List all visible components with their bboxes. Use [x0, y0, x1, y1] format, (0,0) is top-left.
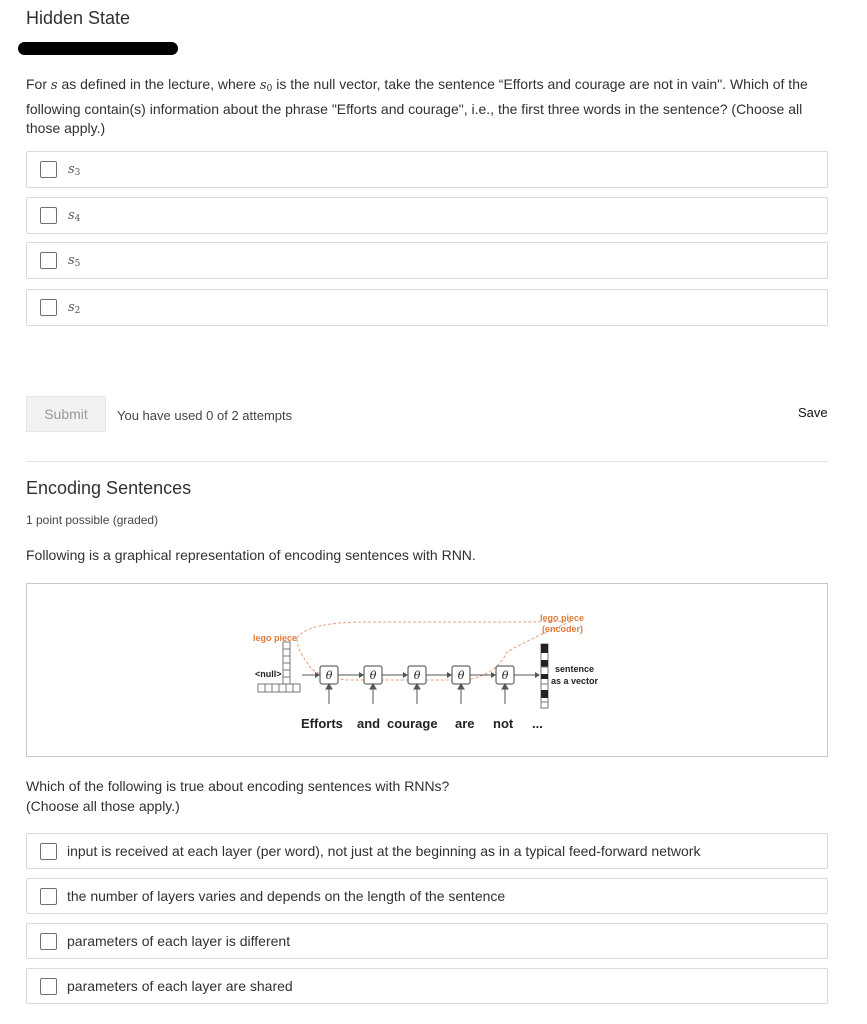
word-not: not — [493, 716, 514, 731]
checkbox[interactable] — [40, 843, 57, 860]
option-input-each-layer[interactable] — [26, 833, 828, 869]
null-vector-bar-horizontal — [258, 684, 300, 692]
points-possible: 1 point possible (graded) — [26, 513, 159, 527]
word-courage: courage — [387, 716, 438, 731]
option-label: input is received at each layer (per word), not just at the beginning as in a typical feed-forward network — [67, 843, 701, 859]
option-label: $s_3$ — [68, 161, 81, 178]
option-params-different[interactable] — [26, 923, 828, 959]
option-s4[interactable] — [26, 197, 828, 234]
option-label: $s_4$ — [68, 207, 81, 224]
rnn-encoding-figure — [26, 583, 828, 757]
theta-cell-1 — [320, 666, 338, 684]
math-s: s — [50, 78, 58, 93]
null-label: <null> — [255, 669, 282, 679]
svg-text:θ: θ — [413, 669, 421, 682]
figure-description: Following is a graphical representation of encoding sentences with RNN. — [26, 547, 476, 563]
sentence-label-1: sentence — [555, 664, 595, 674]
option-s5[interactable] — [26, 242, 828, 279]
question-encoding: Which of the following is true about encoding sentences with RNNs? (Choose all those apply.) — [26, 778, 450, 814]
svg-text:θ: θ — [501, 669, 509, 682]
option-label: $s_2$ — [68, 299, 81, 316]
math-s0: $s_0$ — [259, 78, 273, 94]
attempts-status: You have used 0 of 2 attempts — [117, 408, 293, 423]
word-and: and — [357, 716, 381, 731]
svg-text:θ: θ — [325, 669, 333, 682]
checkbox[interactable] — [40, 252, 57, 269]
option-label: the number of layers varies and depends on the length of the sentence — [67, 888, 506, 904]
checkbox[interactable] — [40, 161, 57, 178]
section-title-hidden-state: Hidden State — [26, 8, 131, 28]
question-prompt: For s as defined in the lecture, where $s_0$ is the null vector, take the sentence “Efforts and courage are not in vain". Which of the following contain(s) information about the phrase "Efforts and courage", i.e., the first three words in the sentence? (Choose all those apply.) — [26, 76, 808, 136]
option-label: parameters of each layer are shared — [67, 978, 293, 994]
theta-cell-4 — [452, 666, 470, 684]
submit-button[interactable]: Submit — [26, 396, 106, 432]
option-layers-vary[interactable] — [26, 878, 828, 914]
checkbox[interactable] — [40, 978, 57, 995]
theta-cell-3 — [408, 666, 426, 684]
svg-text:θ: θ — [369, 669, 377, 682]
lego-piece-encoder-label-2: (encoder) — [542, 624, 584, 634]
checkbox[interactable] — [40, 207, 57, 224]
checkbox[interactable] — [40, 299, 57, 316]
redacted-bar — [18, 42, 178, 55]
word-ellipsis: ... — [532, 716, 543, 731]
option-s3[interactable] — [26, 151, 828, 188]
option-label: $s_5$ — [68, 252, 81, 269]
section-title-encoding: Encoding Sentences — [26, 478, 192, 498]
lego-piece-label: lego piece — [253, 633, 298, 643]
checkbox[interactable] — [40, 888, 57, 905]
sentence-vector-bar — [541, 644, 548, 708]
theta-cell-2 — [364, 666, 382, 684]
section-divider — [26, 461, 828, 462]
option-params-shared[interactable] — [26, 968, 828, 1004]
input-arrows — [326, 684, 508, 704]
checkbox[interactable] — [40, 933, 57, 950]
sentence-label-2: as a vector — [551, 676, 599, 686]
word-are: are — [455, 716, 475, 731]
option-s2[interactable] — [26, 289, 828, 326]
theta-cell-5 — [496, 666, 514, 684]
lego-piece-encoder-label-1: lego piece — [540, 613, 585, 623]
save-button[interactable]: Save — [798, 405, 828, 420]
option-label: parameters of each layer is different — [67, 933, 291, 949]
word-efforts: Efforts — [301, 716, 343, 731]
svg-text:θ: θ — [457, 669, 465, 682]
